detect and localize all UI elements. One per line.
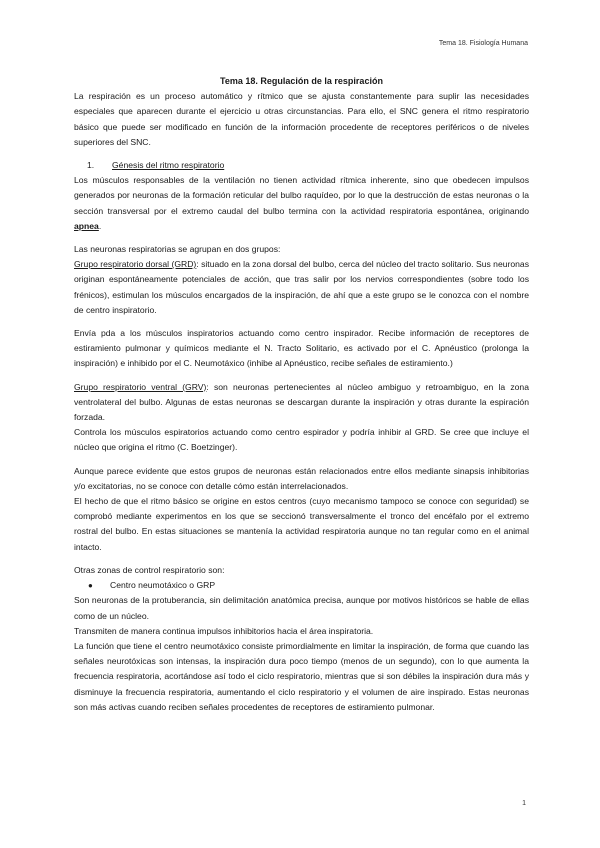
paragraph-protuberance: Son neuronas de la protuberancia, sin delimitación anatómica precisa, aunque por motivos históricos se hable de ellas como de un núcleo.	[74, 595, 529, 621]
paragraph-synapses: Aunque parece evidente que estos grupos de neuronas están relacionados entre ellos mediante sinapsis inhibitorias y/o excitatorias, no se conoce con detalle cómo están interrelacionados.	[74, 465, 529, 491]
grd-text: : situado en la zona dorsal del bulbo, cerca del núcleo del tracto solitario. Sus neuronas originan espontáneamente potenciales de acción, que tras salir por los nervios correspondientes (sobre todo los frénicos), estimulan los músculos encargados de la inspiración, de ahí que a este grupo se le conozca con el nombre de centro inspiratorio.	[74, 259, 530, 315]
term-apnea: apnea	[74, 220, 99, 231]
bullet-dot-icon: ●	[88, 581, 93, 591]
paragraph-rhythm: El hecho de que el ritmo básico se origine en estos centros (cuyo mecanismo tampoco se conoce con seguridad) se comprobó mediante experimentos en los que se seccionó transversalmente el tronco del encéfalo por el extremo rostral del bulbo. En estas situaciones se mantenía la actividad respiratoria aunque no tan regular como en el animal intacto.	[74, 496, 529, 552]
paragraph-transmit: Transmiten de manera continua impulsos inhibitorios hacia el área inspiratoria.	[74, 625, 374, 636]
paragraph-grv-2: Controla los músculos espiratorios actuando como centro espirador y podría inhibir al GRD. Se cree que incluye el núcleo que origina el ritmo (C. Boetzinger).	[74, 427, 529, 453]
paragraph-grv	[74, 380, 529, 426]
paragraph-text: Los músculos responsables de la ventilación no tienen actividad rítmica inherente, sino que obedecen impulsos generados por neuronas de la formación reticular del bulbo raquídeo, por lo que la destrucción de estas neuronas o la sección transversal por el extremo caudal del bulbo termina con la actividad respiratoria espontánea, originando	[74, 175, 529, 216]
section-heading	[74, 158, 529, 173]
grd-label: Grupo respiratorio dorsal (GRD)	[74, 259, 197, 270]
bullet-item	[74, 578, 529, 593]
paragraph-end: .	[98, 220, 102, 231]
groups-intro: Las neuronas respiratorias se agrupan en dos grupos:	[74, 244, 281, 255]
grv-label: Grupo respiratorio ventral (GRV)	[74, 381, 207, 392]
bullet-label: Centro neumotáxico o GRP	[110, 580, 216, 591]
section-number: 1.	[87, 160, 95, 171]
page-number: 1	[522, 800, 526, 807]
grv-text: : son neuronas pertenecientes al núcleo ambiguo y retroambiguo, en la zona ventrolateral del bulbo. Algunas de estas neuronas se descargan durante la inspiración y otras durante la espiración forzada.	[74, 381, 529, 423]
other-zones-intro: Otras zonas de control respiratorio son:	[74, 564, 225, 575]
section-title: Génesis del ritmo respiratorio	[112, 160, 225, 171]
paragraph-grd	[74, 257, 529, 318]
document-title: Tema 18. Regulación de la respiración	[220, 76, 383, 86]
running-header: Tema 18. Fisiología Humana	[438, 40, 528, 47]
paragraph-grd-2: Envía pda a los músculos inspiratorios actuando como centro inspirador. Recibe información de receptores de estiramiento pulmonar y químicos mediante el N. Tracto Solitario, es activado por el C. Apnéustico (prolonga la inspiración) e inhibido por el C. Neumotáxico (inhibe al Apnéustico, recibe señales de estiramiento.)	[74, 328, 529, 369]
paragraph-function: La función que tiene el centro neumotáxico consiste primordialmente en limitar la inspiración, de forma que cuando las señales neurotóxicas son intensas, la inspiración dura poco tiempo (menos de un segundo), con lo que aumenta la frecuencia respiratoria, acortándose así todo el ciclo respiratorio, mientras que si son débiles la inspiración dura más y disminuye la frecuencia respiratoria, aumentando el ciclo respiratorio y el volumen de aire inspirado. Estas neuronas son más activas cuando reciben señales procedentes de receptores de estiramiento pulmonar.	[74, 640, 529, 712]
intro-paragraph: La respiración es un proceso automático y rítmico que se ajusta constantemente para suplir las necesidades especiales que aparecen durante el ejercicio u otras circunstancias. Para ello, el SNC genera el ritmo respiratorio básico que puede ser modificado en función de la información procedente de receptores periféricos o de niveles superiores del SNC.	[74, 91, 529, 147]
paragraph-muscles	[74, 173, 529, 234]
page-content	[74, 74, 529, 715]
